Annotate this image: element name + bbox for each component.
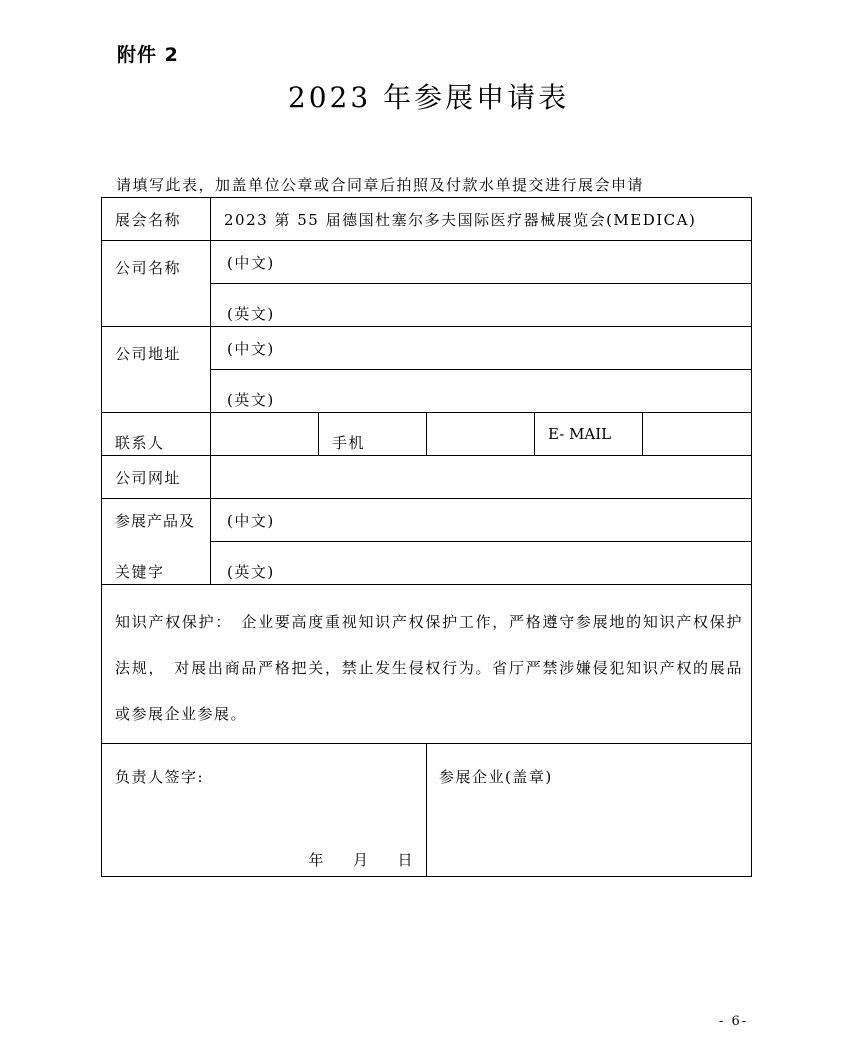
website-field[interactable]: [211, 456, 752, 499]
ip-row: [102, 585, 752, 744]
email-field[interactable]: [643, 413, 752, 456]
page-number: - 6-: [719, 1014, 749, 1029]
ip-protection-text: 知识产权保护： 企业要高度重视知识产权保护工作，严格遵守参展地的知识产权保护法规， 对展出商品严格把关，禁止发生侵权行为。省厅严禁涉嫌侵犯知识产权的展品或参展企业参展。: [102, 585, 752, 744]
exhibition-name-label: 展会名称: [102, 198, 211, 241]
products-label-line1: 参展产品及: [102, 499, 211, 542]
instruction-text: 请填写此表，加盖单位公章或合同章后拍照及付款水单提交进行展会申请: [116, 176, 645, 194]
mobile-label: 手机: [319, 413, 427, 456]
contact-field[interactable]: [211, 413, 319, 456]
products-en-field[interactable]: (英文): [211, 542, 752, 585]
contact-row: [102, 413, 752, 456]
page-title: 2023 年参展申请表: [287, 81, 570, 114]
contact-label: 联系人: [102, 413, 211, 456]
products-row-cn: [102, 499, 752, 542]
signature-label: 负责人签字:: [115, 768, 205, 786]
seal-cell[interactable]: [427, 744, 752, 877]
date-month: 月: [352, 851, 370, 869]
mobile-field[interactable]: [427, 413, 535, 456]
seal-label: 参展企业(盖章): [439, 768, 553, 786]
signature-row: [102, 744, 752, 877]
date-year: 年: [308, 851, 325, 869]
company-address-row-cn: [102, 327, 752, 370]
email-label: E- MAIL: [535, 413, 643, 456]
date-day: 日: [397, 851, 414, 869]
company-name-en-field[interactable]: (英文): [211, 284, 752, 327]
signature-date: [280, 849, 414, 870]
website-row: [102, 456, 752, 499]
website-label: 公司网址: [102, 456, 211, 499]
company-name-row-cn: [102, 241, 752, 284]
company-name-label: 公司名称: [102, 241, 211, 327]
attachment-label: 附件 2: [117, 44, 179, 66]
signature-cell[interactable]: [102, 744, 427, 877]
exhibition-row: [102, 198, 752, 241]
company-name-cn-field[interactable]: (中文): [211, 241, 752, 284]
products-label-line2: 关键字: [102, 542, 211, 585]
products-row-en: [102, 542, 752, 585]
application-form-table: [101, 197, 752, 877]
exhibition-name-value: 2023 第 55 届德国杜塞尔多夫国际医疗器械展览会(MEDICA): [211, 198, 752, 241]
products-cn-field[interactable]: (中文): [211, 499, 752, 542]
company-address-cn-field[interactable]: (中文): [211, 327, 752, 370]
company-address-en-field[interactable]: (英文): [211, 370, 752, 413]
company-address-label: 公司地址: [102, 327, 211, 413]
